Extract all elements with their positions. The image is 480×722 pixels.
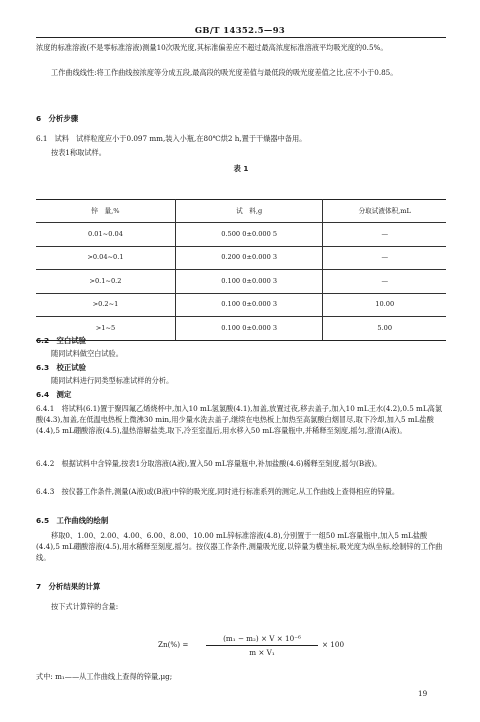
table-row bbox=[36, 246, 446, 270]
section-6-4-3-text: 6.4.3 按仪器工作条件,测量(A液)或(B液)中锌的吸光度,同时进行标准系列的测定,从工作曲线上查得相应的锌量。 bbox=[36, 487, 400, 496]
cell-zinc: >1~5 bbox=[36, 317, 175, 341]
section-6-3-text: 随同试料进行同类型标准试样的分析。 bbox=[51, 376, 174, 385]
formula-rhs: × 100 bbox=[322, 640, 345, 649]
cell-zinc: >0.04~0.1 bbox=[36, 246, 175, 270]
table-row bbox=[36, 270, 446, 294]
header-rule bbox=[36, 37, 446, 38]
paragraph-linearity: 工作曲线线性:将工作曲线按浓度等分成五段,最高段的吸光度差值与最低段的吸光度差值之比,应不小于0.85。 bbox=[51, 68, 398, 77]
table-title: 表 1 bbox=[233, 164, 249, 173]
table-row bbox=[36, 223, 446, 247]
standard-header: GB/T 14352.5—93 bbox=[194, 25, 286, 35]
paragraph-precision: 浓度的标准溶液(不是零标准溶液)测量10次吸光度,其标准偏差应不超过最高浓度标准溶液平均吸光度的0.5%。 bbox=[36, 43, 388, 52]
cell-volume: 5.00 bbox=[323, 317, 446, 341]
cell-zinc: >0.1~0.2 bbox=[36, 270, 175, 294]
column-header-sample: 试 料,g bbox=[175, 200, 323, 223]
cell-sample: 0.200 0±0.000 3 bbox=[175, 246, 323, 270]
section-6-4-1-text: 6.4.1 将试料(6.1)置于聚四氟乙烯烧杯中,加入10 mL氢氯酸(4.1),加盖,放置过夜,移去盖子,加入10 mL王水(4.2),0.5 mL高氯酸(4.3),加盖,在低温电热板上微沸30 min,用少量水洗去盖子,继续在电热板上加热至高氯酸白烟冒尽,取下冷却,加入5 mL盐酸(4.4),5 mL硼酸溶液(4.5),温热溶解盐类,取下,冷至室温后,用水移入50 mL容量瓶中,并稀释至刻度,摇匀,澄清(A液)。 bbox=[36, 404, 443, 435]
formula-fraction bbox=[206, 633, 318, 658]
formula-lhs: Zn(%) = bbox=[158, 640, 189, 649]
formula-where-clause: 式中: m₁——从工作曲线上查得的锌量,μg; bbox=[36, 672, 173, 681]
section-6-heading: 6 分析步骤 bbox=[36, 114, 79, 123]
section-6-4-heading: 6.4 测定 bbox=[36, 390, 72, 399]
cell-volume: — bbox=[323, 223, 446, 247]
section-6-5-heading: 6.5 工作曲线的绘制 bbox=[36, 516, 109, 525]
cell-volume: 10.00 bbox=[323, 293, 446, 317]
cell-sample: 0.500 0±0.000 5 bbox=[175, 223, 323, 247]
section-6-2-text: 随同试料做空白试验。 bbox=[51, 349, 123, 358]
cell-sample: 0.100 0±0.000 3 bbox=[175, 270, 323, 294]
section-6-2-heading: 6.2 空白试验 bbox=[36, 336, 87, 345]
cell-volume: — bbox=[323, 246, 446, 270]
formula-denominator: m × V₁ bbox=[249, 648, 275, 657]
table-row bbox=[36, 293, 446, 317]
section-7-heading: 7 分析结果的计算 bbox=[36, 582, 101, 591]
section-7-text: 按下式计算锌的含量: bbox=[51, 602, 119, 611]
column-header-zinc: 锌 量,% bbox=[36, 200, 175, 223]
cell-volume: — bbox=[323, 270, 446, 294]
table-1 bbox=[36, 199, 446, 341]
section-6-1-instruction: 按表1称取试样。 bbox=[51, 148, 106, 157]
page-number: 19 bbox=[418, 689, 428, 698]
section-6-4-2-text: 6.4.2 根据试料中含锌量,按表1分取溶液(A液),置入50 mL容量瓶中,补加盐酸(4.6)稀释至刻度,摇匀(B液)。 bbox=[36, 459, 382, 468]
table-header-row bbox=[36, 200, 446, 223]
cell-sample: 0.100 0±0.000 3 bbox=[175, 293, 323, 317]
section-6-5-text: 移取0、1.00、2.00、4.00、6.00、8.00、10.00 mL锌标准溶液(4.8),分别置于一组50 mL容量瓶中,加入5 mL盐酸(4.4),5 mL硼酸溶液(4.5),用水稀释至刻度,摇匀。按仪器工作条件,测量吸光度,以锌量为横坐标,吸光度为纵坐标,绘制锌的工作曲线。 bbox=[36, 531, 443, 562]
formula-numerator: (m₁ − m₂) × V × 10⁻⁶ bbox=[206, 633, 318, 646]
zinc-formula bbox=[158, 633, 358, 661]
cell-sample: 0.100 0±0.000 3 bbox=[175, 317, 323, 341]
column-header-volume: 分取试液体积,mL bbox=[323, 200, 446, 223]
cell-zinc: >0.2~1 bbox=[36, 293, 175, 317]
cell-zinc: 0.01~0.04 bbox=[36, 223, 175, 247]
section-6-1-text: 6.1 试料 试样粒度应小于0.097 mm,装入小瓶,在80℃烘2 h,置于干燥器中备用。 bbox=[36, 134, 307, 143]
section-6-3-heading: 6.3 校正试验 bbox=[36, 363, 87, 372]
